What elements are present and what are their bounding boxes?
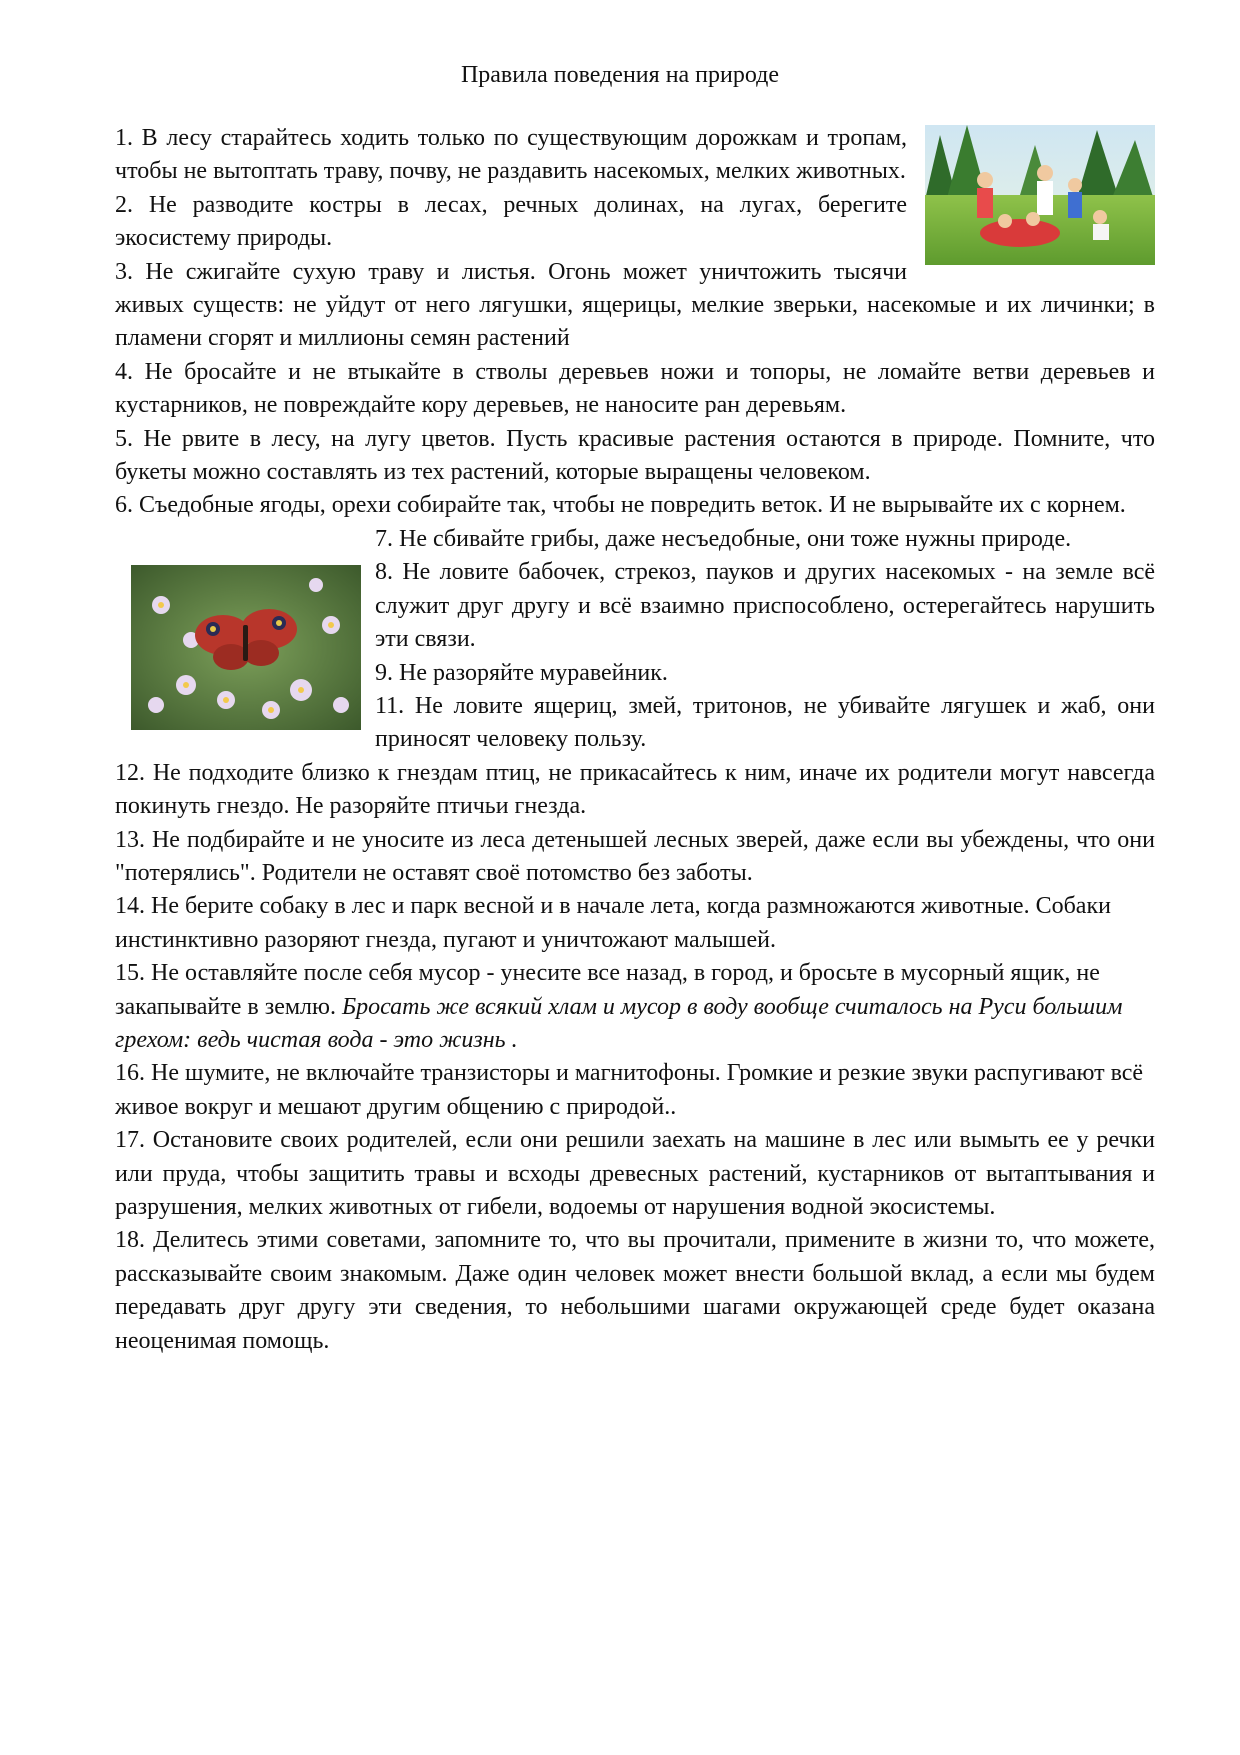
page-title: Правила поведения на природе [460, 62, 780, 88]
butterfly-on-flowers-icon [131, 565, 361, 730]
rule-8: 8. Не ловите бабочек, стрекоз, пауков и других насекомых - на земле всё служит друг другу и всё взаимно приспособлено, остерегайтесь нарушить эти связи. [375, 559, 1155, 653]
rule-15-note: Бросать же всякий хлам и мусор в воду вообще считалось на Руси большим грехом: ведь чистая вода - это жизнь . [115, 993, 1123, 1053]
rule-13: 13. Не подбирайте и не уносите из леса детенышей лесных зверей, даже если вы убеждены, что они "потерялись". Родители не оставят своё потомство без заботы. [115, 826, 1155, 886]
rule-17: 17. Остановите своих родителей, если они решили заехать на машине в лес или вымыть ее у речки или пруда, чтобы защитить травы и всходы древесных растений, кустарников от вытаптывания и разрушения, мелких животных от гибели, водоемы от нарушения водной экосистемы. [115, 1127, 1155, 1220]
rule-9: 9. Не разоряйте муравейник. [375, 659, 668, 686]
rule-3: 3. Не сжигайте сухую траву и листья. Огонь может уничтожить тысячи живых существ: не уйдут от него лягушки, ящерицы, мелкие зверьки, насекомые и их личинки; в пламени сгорят и миллионы семян растений [115, 258, 1155, 352]
rule-4: 4. Не бросайте и не втыкайте в стволы деревьев ножи и топоры, не ломайте ветви деревьев и кустарников, не повреждайте кору деревьев, не наносите ран деревьям. [115, 358, 1155, 419]
children-on-meadow-icon [925, 125, 1155, 265]
rule-5: 5. Не рвите в лесу, на лугу цветов. Пусть красивые растения остаются в природе. Помните, что букеты можно составлять из тех растений, которые выращены человеком. [115, 425, 1155, 486]
rule-1: 1. В лесу старайтесь ходить только по существующим дорожкам и тропам, чтобы не вытоптать траву, почву, не раздавить насекомых, мелких животных. [115, 125, 907, 185]
rule-7: 7. Не сбивайте грибы, даже несъедобные, они тоже нужны природе. [375, 525, 1072, 552]
rule-11: 11. Не ловите ящериц, змей, тритонов, не убивайте лягушек и жаб, они приносят человеку пользу. [375, 692, 1155, 753]
rule-2: 2. Не разводите костры в лесах, речных долинах, на лугах, берегите экосистему природы. [115, 191, 907, 252]
rule-12: 12. Не подходите близко к гнездам птиц, не прикасайтесь к ним, иначе их родители могут навсегда покинуть гнездо. Не разоряйте птичьи гнезда. [115, 759, 1155, 820]
rules-list [115, 122, 1155, 1358]
rule-6: 6. Съедобные ягоды, орехи собирайте так, чтобы не повредить веток. И не вырывайте их с корнем. [115, 492, 1126, 519]
rule-15-text: 15. Не оставляйте после себя мусор - унесите все назад, в город, и бросьте в мусорный ящик, не закапывайте в землю. [115, 960, 1100, 1020]
rule-14: 14. Не берите собаку в лес и парк весной и в начале лета, когда размножаются животные. Собаки инстинктивно разоряют гнезда, пугают и уничтожают малышей. [115, 893, 1111, 953]
rule-18: 18. Делитесь этими советами, запомните то, что вы прочитали, примените в жизни то, что можете, рассказывайте своим знакомым. Даже один человек может внести большой вклад, а если мы будем передавать друг другу эти сведения, то небольшими шагами окружающей среде будет оказана неоценимая помощь. [115, 1227, 1155, 1354]
butterfly-on-flowers-photo [131, 565, 361, 730]
rule-16: 16. Не шумите, не включайте транзисторы и магнитофоны. Громкие и резкие звуки распугивают всё живое вокруг и мешают другим общению с природой.. [115, 1060, 1144, 1120]
children-on-meadow-photo [925, 125, 1155, 265]
rule-15 [115, 957, 1155, 1057]
